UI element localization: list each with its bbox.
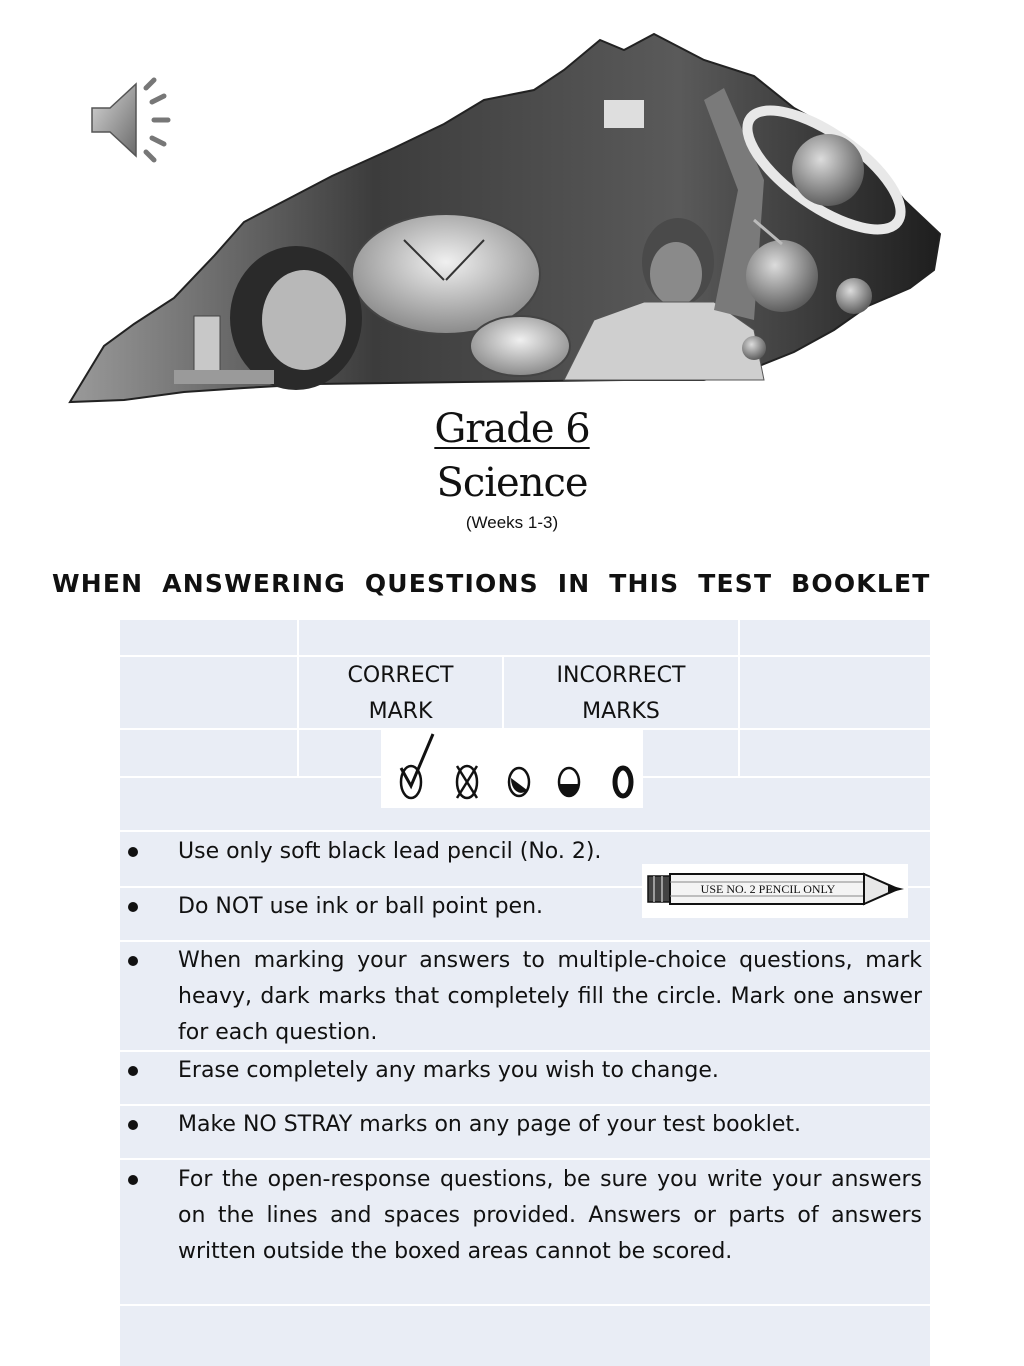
bullet-icon <box>128 1120 138 1130</box>
weeks-subtitle: (Weeks 1-3) <box>465 513 559 532</box>
incorrect-marks-label: INCORRECT <box>556 663 686 688</box>
pencil-label: USE NO. 2 PENCIL ONLY <box>700 882 836 896</box>
bullet-icon <box>128 956 138 966</box>
bullet-icon <box>128 902 138 912</box>
bullet-icon <box>128 1066 138 1076</box>
mark-examples-graphic <box>381 728 643 808</box>
pencil-image <box>642 864 908 918</box>
correct-mark-label: CORRECT <box>347 663 454 688</box>
subject-title: Science <box>436 460 588 506</box>
incorrect-marks-label-line2: MARKS <box>582 699 660 724</box>
bullet-icon <box>128 847 138 857</box>
rule-item-open-response: For the open-response questions, be sure you write your answers on the lines and spaces provided. Answers or parts of answers written outside the boxed areas cannot be scored. <box>178 1167 922 1264</box>
grade-title: Grade 6 <box>434 406 590 452</box>
rule-item-stray-marks: Make NO STRAY marks on any page of your test booklet. <box>178 1112 802 1137</box>
rule-item-marking: When marking your answers to multiple-choice questions, mark heavy, dark marks that completely fill the circle. Mark one answer for each question. <box>178 948 922 1045</box>
instructions-heading: WHEN ANSWERING QUESTIONS IN THIS TEST BOOKLET <box>52 569 931 598</box>
rule-item-pencil: Use only soft black lead pencil (No. 2). <box>178 839 602 864</box>
rule-item-erase: Erase completely any marks you wish to change. <box>178 1058 719 1083</box>
header-collage-image <box>64 30 948 416</box>
correct-mark-label-line2: MARK <box>368 699 433 724</box>
bullet-icon <box>128 1175 138 1185</box>
rule-item-no-ink: Do NOT use ink or ball point pen. <box>178 894 544 919</box>
